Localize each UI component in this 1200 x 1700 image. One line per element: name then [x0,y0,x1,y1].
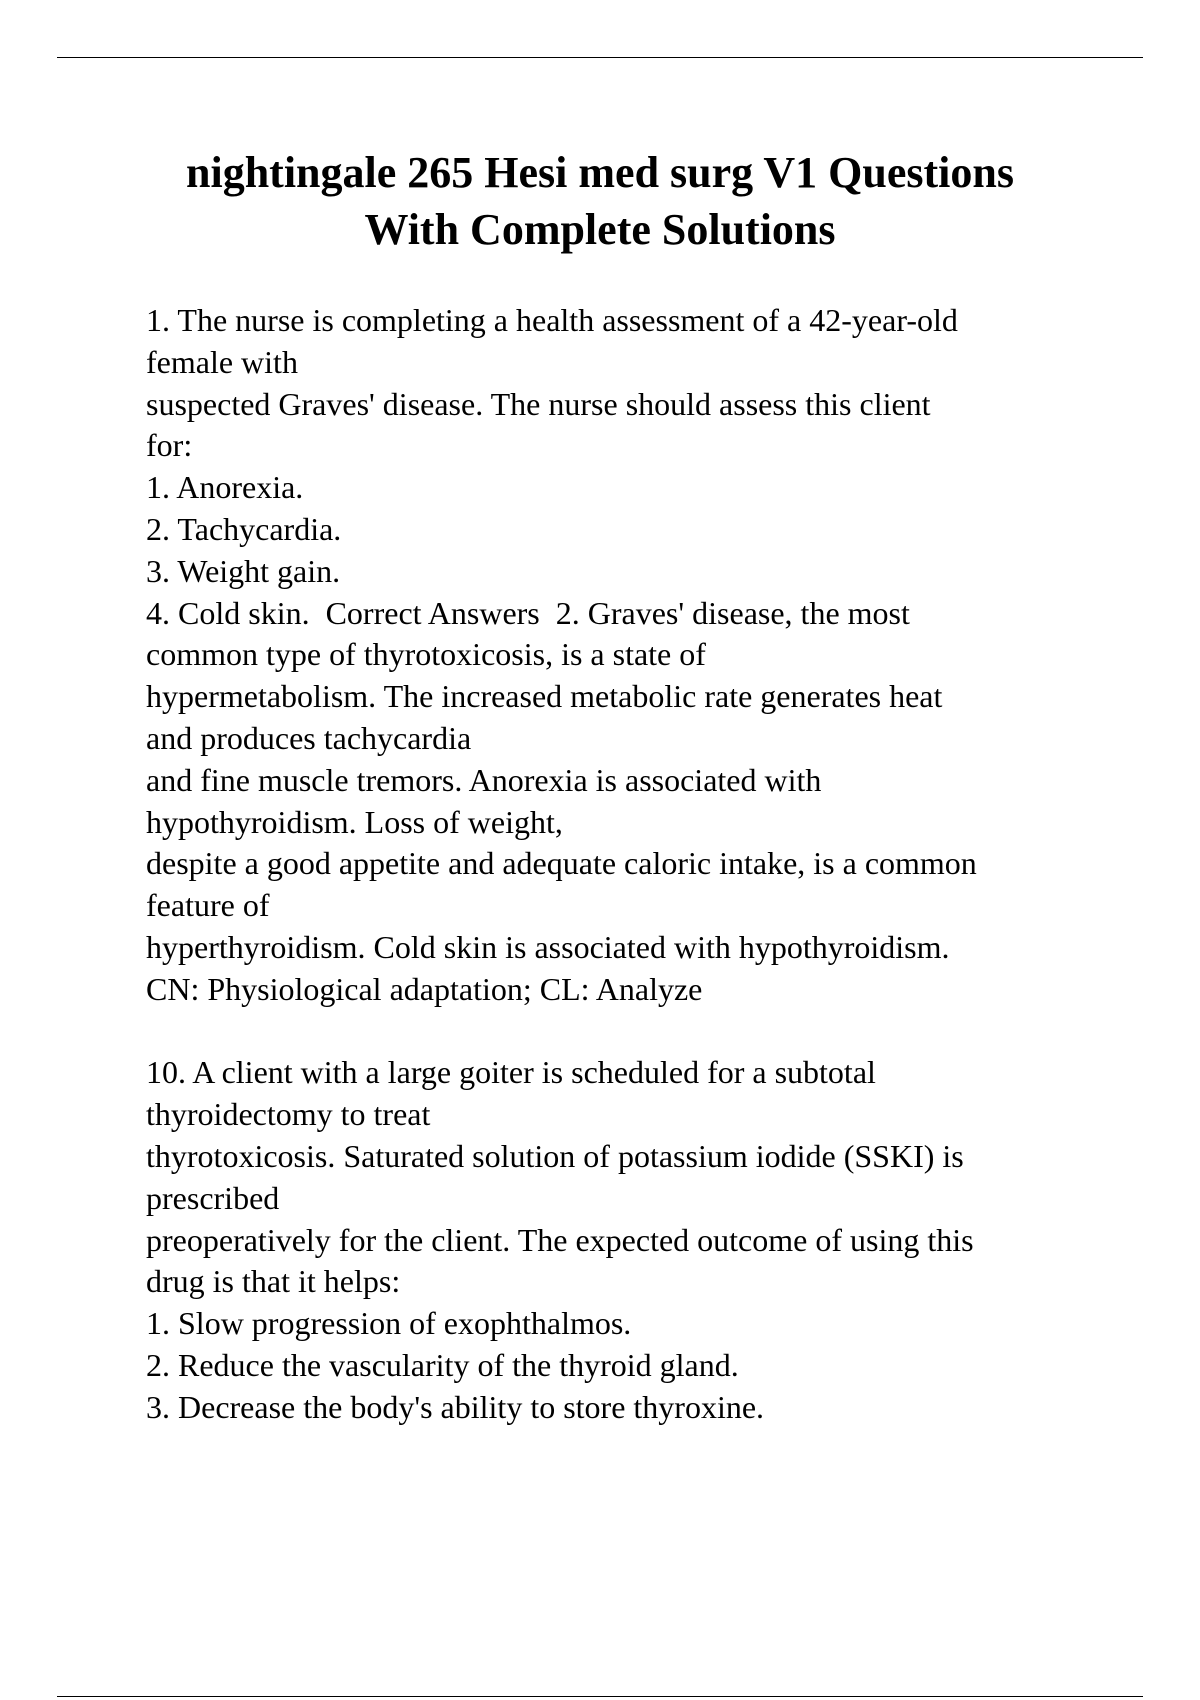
question-1 [146,300,1106,1011]
question-1-rationale-line: hyperthyroidism. Cold skin is associated with hypothyroidism. [146,928,950,965]
question-10-option: 3. Decrease the body's ability to store thyroxine. [146,1388,765,1425]
question-1-classification: CN: Physiological adaptation; CL: Analyze [146,970,703,1007]
question-1-option-and-answer: 4. Cold skin. Correct Answers 2. Graves' disease, the most [146,594,910,631]
question-10-line: 10. A client with a large goiter is scheduled for a subtotal [146,1054,876,1091]
document-body [146,300,1106,1429]
question-10-line: thyroidectomy to treat [146,1096,431,1133]
question-1-line: for: [146,427,193,464]
question-1-line: female with [146,343,298,380]
question-10-line: thyrotoxicosis. Saturated solution of potassium iodide (SSKI) is [146,1137,964,1174]
question-1-rationale-line: and fine muscle tremors. Anorexia is associated with [146,761,822,798]
question-10-line: drug is that it helps: [146,1263,401,1300]
question-1-option: 3. Weight gain. [146,552,341,589]
paragraph-gap [146,1011,1106,1053]
question-1-rationale-line: hypothyroidism. Loss of weight, [146,803,563,840]
question-1-rationale-line: common type of thyrotoxicosis, is a state of [146,636,706,673]
question-10-line: prescribed [146,1179,280,1216]
question-1-option: 2. Tachycardia. [146,510,342,547]
title-line: With Complete Solutions [364,205,836,254]
question-1-rationale-line: despite a good appetite and adequate caloric intake, is a common [146,845,977,882]
question-1-line: 1. The nurse is completing a health assessment of a 42-year-old [146,302,958,338]
question-1-line: suspected Graves' disease. The nurse should assess this client [146,385,931,422]
footer-rule [57,1696,1143,1697]
question-10 [146,1052,1106,1428]
question-10-option: 1. Slow progression of exophthalmos. [146,1305,632,1342]
question-1-rationale-line: hypermetabolism. The increased metabolic rate generates heat [146,678,943,715]
document-title [100,144,1100,258]
question-10-option: 2. Reduce the vascularity of the thyroid gland. [146,1346,739,1383]
question-1-rationale-line: and produces tachycardia [146,719,472,756]
question-1-rationale-line: feature of [146,887,270,924]
question-1-option: 1. Anorexia. [146,469,304,506]
header-rule [57,57,1143,58]
title-line: nightingale 265 Hesi med surg V1 Questions [186,148,1014,197]
question-10-line: preoperatively for the client. The expected outcome of using this [146,1221,974,1258]
